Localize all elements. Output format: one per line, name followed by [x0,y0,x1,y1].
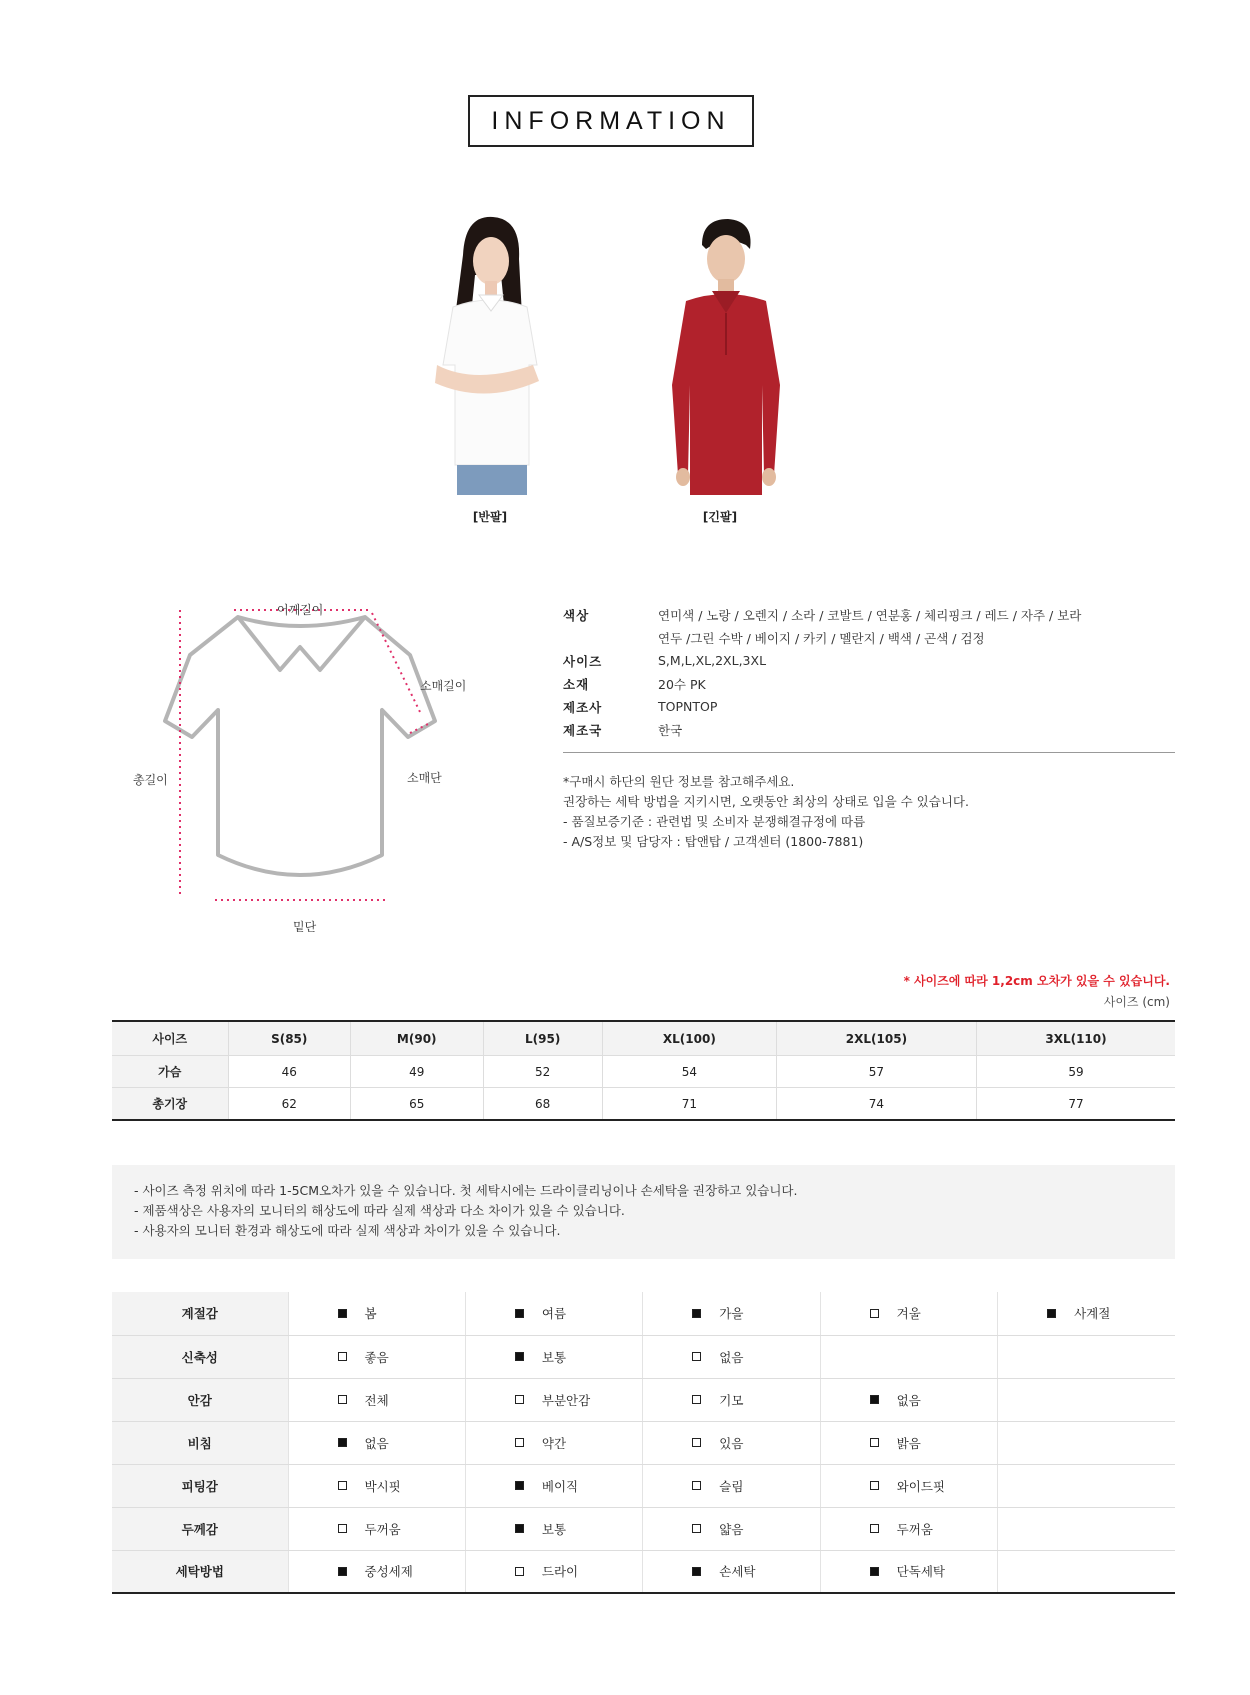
diagram-label-sleeve-hem: 소매단 [407,771,442,785]
attribute-option-label: 박시핏 [364,1478,401,1494]
attribute-option-label: 없음 [896,1392,921,1408]
attribute-option [822,1477,996,1495]
header-cell: 2XL(105) [776,1021,976,1056]
diagram-label-hem: 밑단 [293,920,317,934]
attribute-option-label: 봄 [364,1306,377,1322]
size-unit-label: 사이즈 (cm) [1103,995,1170,1009]
unchecked-box-icon [338,1352,347,1361]
attribute-option-cell [288,1464,465,1507]
attribute-option [467,1304,641,1322]
care-note-line: - 제품색상은 사용자의 모니터의 해상도에 따라 실제 색상과 다소 차이가 있을 수 있습니다. [134,1203,625,1218]
attribute-label: 신축성 [112,1335,288,1378]
attribute-option-label: 보통 [541,1349,567,1365]
spec-row-country [563,718,1175,741]
attribute-option-label: 없음 [719,1349,744,1365]
attribute-row [112,1507,1175,1550]
table-cell: 62 [228,1088,350,1121]
attribute-option [467,1348,641,1366]
table-cell: 54 [602,1056,776,1088]
attribute-option-label: 전체 [364,1392,389,1408]
attribute-label: 비침 [112,1421,288,1464]
attribute-row [112,1335,1175,1378]
spec-key: 색상 [563,607,590,623]
diagram-label-total-length: 총길이 [133,773,168,787]
attribute-option-cell [643,1464,820,1507]
attribute-option [822,1562,996,1580]
attribute-option [644,1348,818,1366]
attribute-option-cell [288,1292,465,1335]
spec-row-color [563,603,1175,626]
header-cell: M(90) [350,1021,483,1056]
long-sleeve-label: [긴팔] [702,510,738,524]
attribute-row [112,1378,1175,1421]
attribute-option-label: 밝음 [896,1435,921,1451]
note-line: *구매시 하단의 원단 정보를 참고해주세요. [563,774,795,789]
attribute-option-cell [465,1378,642,1421]
table-cell: 49 [350,1056,483,1088]
table-row [112,1088,1175,1121]
attribute-label: 세탁방법 [112,1550,288,1593]
attribute-option [290,1391,464,1409]
attribute-option-cell [643,1292,820,1335]
header-cell: 3XL(110) [976,1021,1175,1056]
spec-row-size [563,649,1175,672]
attribute-option-cell [465,1550,642,1593]
note-line: 권장하는 세탁 방법을 지키시면, 오랫동안 최상의 상태로 입을 수 있습니다. [563,794,969,809]
header-cell: S(85) [228,1021,350,1056]
checked-box-icon [515,1481,524,1490]
attribute-option-label: 약간 [541,1435,567,1451]
spec-row-color-cont [563,626,1175,649]
spec-row-manufacturer [563,695,1175,718]
unchecked-box-icon [338,1395,347,1404]
attribute-option-cell [465,1292,642,1335]
attribute-option-label: 손세탁 [719,1564,756,1580]
spec-divider [563,752,1175,753]
attribute-option-cell [820,1292,997,1335]
attribute-option-cell [288,1421,465,1464]
header-cell: 사이즈 [112,1021,228,1056]
unchecked-box-icon [692,1395,701,1404]
attribute-option-cell [288,1507,465,1550]
attribute-option [467,1562,641,1580]
spec-key: 사이즈 [563,653,603,669]
attribute-option-cell [465,1421,642,1464]
unchecked-box-icon [515,1395,524,1404]
spec-value: TOPNTOP [658,699,718,714]
attribute-option-label: 가을 [719,1306,744,1322]
size-table [112,1020,1175,1121]
attribute-option [290,1562,464,1580]
spec-key: 제조사 [563,699,603,715]
unchecked-box-icon [692,1481,701,1490]
attribute-row [112,1464,1175,1507]
attribute-option-cell [643,1378,820,1421]
attribute-option-cell [820,1550,997,1593]
attribute-option-cell [643,1421,820,1464]
attribute-option-label: 슬림 [719,1478,744,1494]
attribute-option [999,1304,1174,1322]
attribute-option-cell [998,1292,1175,1335]
unchecked-box-icon [338,1481,347,1490]
unchecked-box-icon [692,1524,701,1533]
attribute-option-cell [288,1550,465,1593]
checked-box-icon [692,1567,701,1576]
diagram-label-sleeve-length: 소매길이 [420,679,467,693]
attribute-label: 계절감 [112,1292,288,1335]
unchecked-box-icon [692,1438,701,1447]
header-cell: L(95) [483,1021,602,1056]
attribute-option-cell [288,1335,465,1378]
note-line: - 품질보증기준 : 관련법 및 소비자 분쟁해결규정에 따름 [563,814,866,829]
attribute-option-cell [998,1335,1175,1378]
checked-box-icon [515,1352,524,1361]
attribute-option-cell [998,1421,1175,1464]
unchecked-box-icon [870,1309,879,1318]
unchecked-box-icon [870,1481,879,1490]
size-tolerance-warning: * 사이즈에 따라 1,2cm 오차가 있을 수 있습니다. [903,974,1170,988]
product-specs [563,603,1175,741]
unchecked-box-icon [870,1438,879,1447]
attribute-option-label: 두꺼움 [896,1521,933,1537]
attribute-label: 두께감 [112,1507,288,1550]
short-sleeve-label: [반팔] [472,510,508,524]
attribute-option [290,1304,464,1322]
attribute-option-label: 사계절 [1074,1306,1111,1322]
attribute-option-cell [820,1421,997,1464]
table-cell: 74 [776,1088,976,1121]
care-notes-box [112,1165,1175,1259]
attribute-option-label: 있음 [719,1435,744,1451]
attribute-option-label: 좋음 [364,1349,389,1365]
attribute-option [290,1348,464,1366]
attribute-option-cell [820,1378,997,1421]
unchecked-box-icon [692,1352,701,1361]
attribute-option [467,1434,641,1452]
attribute-option-cell [820,1335,997,1378]
attribute-option [644,1391,818,1409]
care-note-line: - 사용자의 모니터 환경과 해상도에 따라 실제 색상과 차이가 있을 수 있습니다. [134,1223,561,1238]
table-row [112,1056,1175,1088]
spec-value: 연미색 / 노랑 / 오렌지 / 소라 / 코발트 / 연분홍 / 체리핑크 / 레드 / 자주 / 보라 [658,607,1082,623]
table-cell: 65 [350,1088,483,1121]
spec-value: 20수 PK [658,676,706,692]
attribute-option-cell [643,1335,820,1378]
checked-box-icon [338,1309,347,1318]
attribute-label: 안감 [112,1378,288,1421]
attribute-option-cell [465,1335,642,1378]
spec-row-material [563,672,1175,695]
spec-value: 한국 [658,722,683,738]
size-table-header [112,1021,1175,1056]
attribute-option-cell [465,1464,642,1507]
checked-box-icon [338,1438,347,1447]
attribute-option [467,1477,641,1495]
unchecked-box-icon [338,1524,347,1533]
spec-value: S,M,L,XL,2XL,3XL [658,653,767,668]
attribute-option [644,1562,818,1580]
long-sleeve-model-image [640,215,800,495]
attribute-option [644,1520,818,1538]
short-sleeve-model-image [405,215,565,495]
attribute-option [644,1304,818,1322]
attribute-label: 피팅감 [112,1464,288,1507]
spec-key: 제조국 [563,722,603,738]
attribute-option-label: 없음 [364,1435,389,1451]
attribute-option-cell [643,1507,820,1550]
care-note-line: - 사이즈 측정 위치에 따라 1-5CM오차가 있을 수 있습니다. 첫 세탁시에는 드라이클리닝이나 손세탁을 권장하고 있습니다. [134,1183,798,1198]
checked-box-icon [870,1567,879,1576]
table-cell: 68 [483,1088,602,1121]
diagram-label-shoulder: 어깨길이 [277,603,324,617]
row-header-cell: 가슴 [112,1056,228,1088]
attribute-option [290,1434,464,1452]
attribute-option [290,1520,464,1538]
attribute-option-cell [820,1464,997,1507]
attribute-row [112,1421,1175,1464]
table-cell: 71 [602,1088,776,1121]
attribute-option-label: 기모 [719,1392,744,1408]
row-header-cell: 총기장 [112,1088,228,1121]
attribute-option-label: 얇음 [719,1521,744,1537]
attribute-option-cell [820,1507,997,1550]
unchecked-box-icon [870,1524,879,1533]
checked-box-icon [870,1395,879,1404]
attribute-option-cell [998,1507,1175,1550]
spec-value: 연두 /그린 수박 / 베이지 / 카키 / 멜란지 / 백색 / 곤색 / 검정 [658,630,985,646]
attribute-option-label: 보통 [541,1521,567,1537]
attribute-option-label: 여름 [541,1306,567,1322]
checked-box-icon [692,1309,701,1318]
page-title: INFORMATION [468,95,754,147]
attribute-option [290,1477,464,1495]
attribute-option [467,1391,641,1409]
attribute-option-label: 베이직 [541,1478,579,1494]
attribute-option-cell [998,1378,1175,1421]
table-cell: 52 [483,1056,602,1088]
attribute-option-cell [465,1507,642,1550]
attribute-option [467,1520,641,1538]
spec-key: 소재 [563,676,590,692]
attribute-option-label: 부분안감 [541,1392,591,1408]
attribute-option [822,1520,996,1538]
attribute-option-cell [998,1464,1175,1507]
attribute-option-label: 중성세제 [364,1564,413,1580]
unchecked-box-icon [515,1438,524,1447]
purchase-notes [563,772,969,852]
note-line: - A/S정보 및 담당자 : 탑앤탑 / 고객센터 (1800-7881) [563,834,864,849]
table-cell: 59 [976,1056,1175,1088]
table-cell: 77 [976,1088,1175,1121]
table-cell: 57 [776,1056,976,1088]
header-cell: XL(100) [602,1021,776,1056]
attribute-option-label: 단독세탁 [896,1564,945,1580]
attribute-option-label: 와이드핏 [896,1478,945,1494]
fabric-attribute-table [112,1292,1175,1594]
attribute-option [644,1434,818,1452]
attribute-option-cell [998,1550,1175,1593]
attribute-row [112,1550,1175,1593]
attribute-option [822,1304,996,1322]
unchecked-box-icon [515,1567,524,1576]
checked-box-icon [515,1524,524,1533]
attribute-row [112,1292,1175,1335]
attribute-option [822,1391,996,1409]
attribute-option [644,1477,818,1495]
table-cell: 46 [228,1056,350,1088]
attribute-option-label: 겨울 [896,1306,921,1322]
attribute-option-cell [643,1550,820,1593]
attribute-option-label: 드라이 [541,1564,579,1580]
checked-box-icon [1047,1309,1056,1318]
attribute-option-cell [288,1378,465,1421]
attribute-option [822,1434,996,1452]
checked-box-icon [515,1309,524,1318]
attribute-option-label: 두꺼움 [364,1521,401,1537]
checked-box-icon [338,1567,347,1576]
